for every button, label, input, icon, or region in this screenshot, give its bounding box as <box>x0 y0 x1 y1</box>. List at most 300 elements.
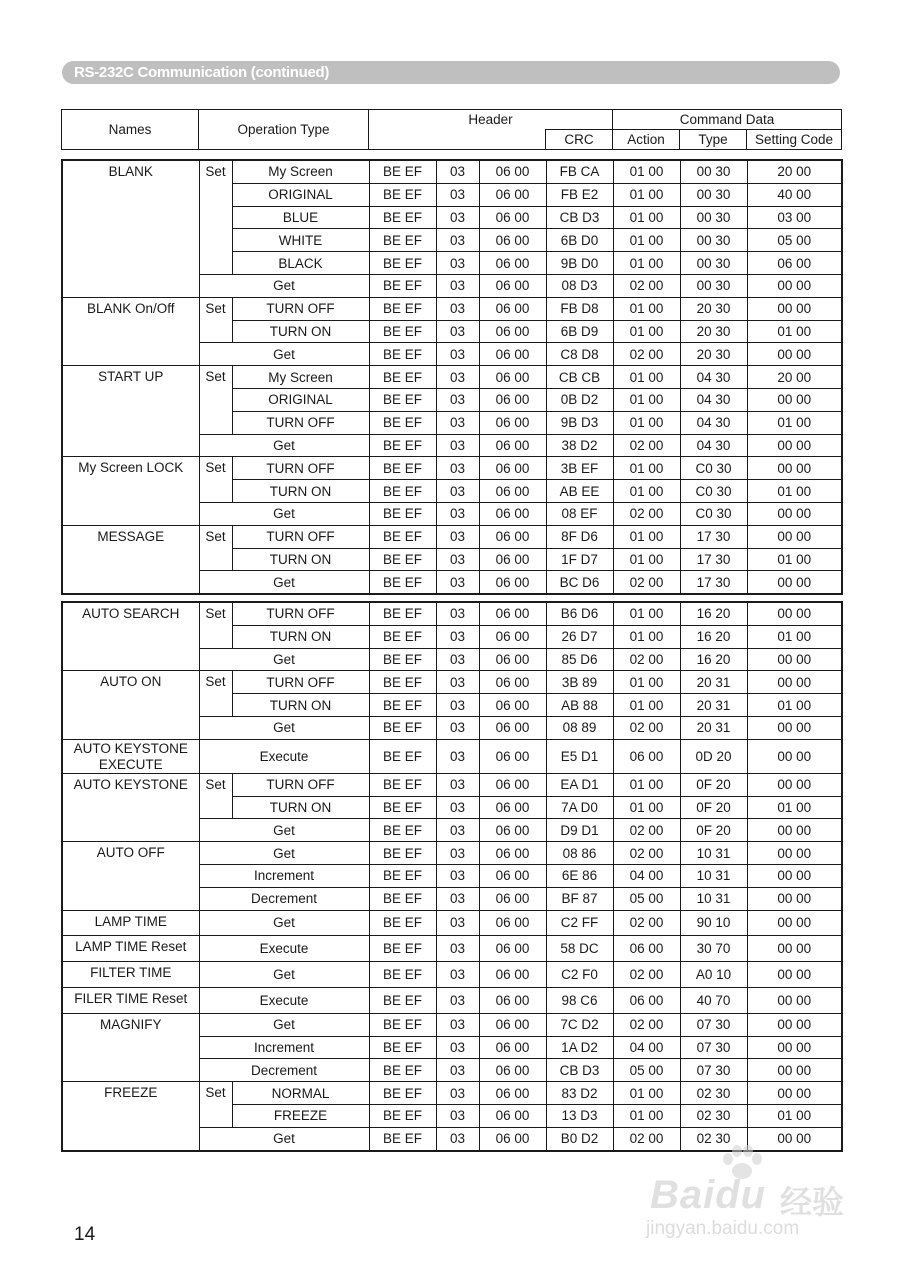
command-name: BLANK On/Off <box>62 297 199 365</box>
operation-label: Decrement <box>199 1059 369 1082</box>
cell-header-size: 03 <box>436 548 479 571</box>
cell-type: 00 30 <box>680 274 747 297</box>
operation-label: TURN ON <box>232 548 369 571</box>
cell-type: 04 30 <box>680 388 747 411</box>
cell-type: 20 30 <box>680 297 747 320</box>
cell-setting-code: 00 00 <box>747 274 842 297</box>
table-row <box>62 1013 842 1036</box>
cell-header-byte: BE EF <box>369 671 436 694</box>
operation-label: Decrement <box>199 887 369 910</box>
cell-action: 02 00 <box>613 819 680 842</box>
cell-header-byte: BE EF <box>369 297 436 320</box>
command-name: AUTO KEYSTONE <box>62 773 199 841</box>
cell-header-length: 06 00 <box>479 739 546 773</box>
cell-action: 01 00 <box>613 671 680 694</box>
cell-header-byte: BE EF <box>369 1127 436 1150</box>
cell-crc: 08 86 <box>546 842 613 865</box>
cell-header-size: 03 <box>436 716 479 739</box>
cell-type: 00 30 <box>680 160 747 183</box>
cell-crc: 3B EF <box>546 457 613 480</box>
cell-type: 30 70 <box>680 936 747 962</box>
cell-crc: 83 D2 <box>546 1082 613 1105</box>
cell-action: 02 00 <box>613 648 680 671</box>
cell-header-length: 06 00 <box>479 796 546 819</box>
cell-header-byte: BE EF <box>369 716 436 739</box>
operation-label: Get <box>199 571 369 594</box>
table-row <box>62 366 842 389</box>
operation-label: TURN ON <box>232 694 369 717</box>
cell-header-length: 06 00 <box>479 819 546 842</box>
table-row <box>62 842 842 865</box>
cell-type: 0F 20 <box>680 796 747 819</box>
cell-header-byte: BE EF <box>369 411 436 434</box>
cell-header-length: 06 00 <box>479 229 546 252</box>
cell-header-size: 03 <box>436 343 479 366</box>
cell-type: 16 20 <box>680 648 747 671</box>
table-row <box>62 910 842 936</box>
cell-type: 00 30 <box>680 183 747 206</box>
cell-header-byte: BE EF <box>369 987 436 1013</box>
header-names: Names <box>62 110 199 150</box>
cell-type: 17 30 <box>680 571 747 594</box>
table-row <box>62 962 842 988</box>
cell-header-byte: BE EF <box>369 936 436 962</box>
cell-header-length: 06 00 <box>479 388 546 411</box>
cell-crc: 26 D7 <box>546 625 613 648</box>
table-row <box>62 987 842 1013</box>
cell-header-size: 03 <box>436 819 479 842</box>
cell-setting-code: 00 00 <box>747 1127 842 1150</box>
cell-type: 20 30 <box>680 343 747 366</box>
cell-crc: FB D8 <box>546 297 613 320</box>
cell-action: 01 00 <box>613 411 680 434</box>
cell-action: 02 00 <box>613 842 680 865</box>
cell-action: 01 00 <box>613 366 680 389</box>
cell-header-size: 03 <box>436 183 479 206</box>
cell-crc: 08 89 <box>546 716 613 739</box>
cell-header-byte: BE EF <box>369 625 436 648</box>
cell-header-length: 06 00 <box>479 887 546 910</box>
cell-header-size: 03 <box>436 388 479 411</box>
table-row <box>62 297 842 320</box>
cell-header-size: 03 <box>436 160 479 183</box>
operation-label: BLUE <box>232 206 369 229</box>
operation-label: TURN OFF <box>232 297 369 320</box>
cell-header-byte: BE EF <box>369 252 436 275</box>
cell-action: 01 00 <box>613 625 680 648</box>
cell-crc: 9B D0 <box>546 252 613 275</box>
watermark-cn: 经验 <box>780 1184 845 1220</box>
cell-type: C0 30 <box>680 480 747 503</box>
cell-crc: BC D6 <box>546 571 613 594</box>
operation-label: Get <box>199 502 369 525</box>
cell-type: 20 30 <box>680 320 747 343</box>
cell-action: 01 00 <box>613 297 680 320</box>
cell-header-byte: BE EF <box>369 343 436 366</box>
cell-header-size: 03 <box>436 1036 479 1059</box>
cell-crc: 7C D2 <box>546 1013 613 1036</box>
operation-label: WHITE <box>232 229 369 252</box>
cell-header-size: 03 <box>436 910 479 936</box>
cell-setting-code: 00 00 <box>747 962 842 988</box>
operation-label: TURN OFF <box>232 671 369 694</box>
cell-header-size: 03 <box>436 480 479 503</box>
command-table-group-2 <box>61 601 843 1152</box>
cell-header-size: 03 <box>436 434 479 457</box>
cell-header-size: 03 <box>436 571 479 594</box>
cell-header-length: 06 00 <box>479 864 546 887</box>
operation-label: My Screen <box>232 160 369 183</box>
set-label: Set <box>199 297 232 343</box>
cell-header-byte: BE EF <box>369 796 436 819</box>
cell-header-size: 03 <box>436 411 479 434</box>
command-name: FILTER TIME <box>62 962 199 988</box>
cell-crc: 85 D6 <box>546 648 613 671</box>
cell-action: 01 00 <box>613 229 680 252</box>
cell-type: 0D 20 <box>680 739 747 773</box>
command-name: LAMP TIME Reset <box>62 936 199 962</box>
cell-header-length: 06 00 <box>479 694 546 717</box>
cell-crc: B0 D2 <box>546 1127 613 1150</box>
cell-crc: C2 FF <box>546 910 613 936</box>
cell-action: 02 00 <box>613 962 680 988</box>
cell-setting-code: 20 00 <box>747 160 842 183</box>
cell-header-length: 06 00 <box>479 1036 546 1059</box>
cell-action: 01 00 <box>613 525 680 548</box>
cell-header-length: 06 00 <box>479 1127 546 1150</box>
operation-label: Get <box>199 274 369 297</box>
cell-crc: 38 D2 <box>546 434 613 457</box>
cell-crc: 08 D3 <box>546 274 613 297</box>
operation-label: Get <box>199 819 369 842</box>
cell-header-size: 03 <box>436 274 479 297</box>
cell-header-size: 03 <box>436 796 479 819</box>
operation-label: Execute <box>199 936 369 962</box>
operation-label: Get <box>199 910 369 936</box>
cell-type: 10 31 <box>680 864 747 887</box>
cell-header-byte: BE EF <box>369 819 436 842</box>
cell-setting-code: 00 00 <box>747 457 842 480</box>
cell-setting-code: 00 00 <box>747 773 842 796</box>
cell-action: 02 00 <box>613 716 680 739</box>
cell-header-length: 06 00 <box>479 297 546 320</box>
cell-setting-code: 01 00 <box>747 480 842 503</box>
cell-header-length: 06 00 <box>479 434 546 457</box>
operation-label: Execute <box>199 987 369 1013</box>
cell-header-size: 03 <box>436 602 479 625</box>
cell-header-size: 03 <box>436 739 479 773</box>
cell-header-size: 03 <box>436 252 479 275</box>
cell-type: 07 30 <box>680 1036 747 1059</box>
cell-header-length: 06 00 <box>479 320 546 343</box>
cell-setting-code: 40 00 <box>747 183 842 206</box>
cell-action: 01 00 <box>613 602 680 625</box>
operation-label: TURN ON <box>232 480 369 503</box>
cell-header-byte: BE EF <box>369 206 436 229</box>
command-name: MESSAGE <box>62 525 199 594</box>
cell-crc: D9 D1 <box>546 819 613 842</box>
cell-setting-code: 01 00 <box>747 796 842 819</box>
cell-setting-code: 00 00 <box>747 842 842 865</box>
cell-crc: 6B D0 <box>546 229 613 252</box>
cell-setting-code: 01 00 <box>747 548 842 571</box>
table-row <box>62 671 842 694</box>
cell-action: 01 00 <box>613 548 680 571</box>
cell-header-size: 03 <box>436 297 479 320</box>
cell-action: 02 00 <box>613 343 680 366</box>
cell-header-size: 03 <box>436 525 479 548</box>
cell-crc: 0B D2 <box>546 388 613 411</box>
cell-header-length: 06 00 <box>479 910 546 936</box>
cell-header-length: 06 00 <box>479 160 546 183</box>
cell-crc: 3B 89 <box>546 671 613 694</box>
header-header: Header <box>369 110 613 130</box>
cell-type: 20 31 <box>680 694 747 717</box>
operation-label: NORMAL <box>232 1082 369 1105</box>
cell-header-length: 06 00 <box>479 457 546 480</box>
cell-type: 20 31 <box>680 671 747 694</box>
cell-crc: 1F D7 <box>546 548 613 571</box>
cell-header-byte: BE EF <box>369 457 436 480</box>
cell-setting-code: 00 00 <box>747 502 842 525</box>
cell-header-size: 03 <box>436 936 479 962</box>
operation-label: Get <box>199 434 369 457</box>
cell-action: 06 00 <box>613 739 680 773</box>
cell-setting-code: 00 00 <box>747 434 842 457</box>
cell-action: 01 00 <box>613 773 680 796</box>
cell-header-length: 06 00 <box>479 274 546 297</box>
command-name: FREEZE <box>62 1082 199 1151</box>
operation-label: Get <box>199 648 369 671</box>
cell-header-size: 03 <box>436 366 479 389</box>
command-name: AUTO ON <box>62 671 199 739</box>
cell-header-byte: BE EF <box>369 183 436 206</box>
cell-action: 04 00 <box>613 1036 680 1059</box>
command-table-group-1 <box>61 159 843 595</box>
cell-crc: 7A D0 <box>546 796 613 819</box>
cell-setting-code: 00 00 <box>747 297 842 320</box>
cell-header-byte: BE EF <box>369 525 436 548</box>
cell-header-byte: BE EF <box>369 548 436 571</box>
set-label: Set <box>199 366 232 434</box>
cell-type: 10 31 <box>680 842 747 865</box>
cell-header-byte: BE EF <box>369 320 436 343</box>
cell-header-byte: BE EF <box>369 962 436 988</box>
cell-header-size: 03 <box>436 987 479 1013</box>
cell-type: 02 30 <box>680 1082 747 1105</box>
cell-action: 01 00 <box>613 388 680 411</box>
baidu-watermark <box>640 1145 852 1245</box>
cell-header-length: 06 00 <box>479 502 546 525</box>
cell-type: 07 30 <box>680 1059 747 1082</box>
cell-type: 16 20 <box>680 625 747 648</box>
header-setting-code: Setting Code <box>747 130 842 150</box>
cell-type: C0 30 <box>680 502 747 525</box>
watermark-url: jingyan.baidu.com <box>646 1218 800 1239</box>
cell-crc: 6B D9 <box>546 320 613 343</box>
cell-setting-code: 00 00 <box>747 936 842 962</box>
table-row <box>62 773 842 796</box>
operation-label: Get <box>199 962 369 988</box>
cell-action: 02 00 <box>613 274 680 297</box>
cell-crc: AB EE <box>546 480 613 503</box>
set-label: Set <box>199 160 232 274</box>
cell-header-length: 06 00 <box>479 571 546 594</box>
cell-header-size: 03 <box>436 842 479 865</box>
set-label: Set <box>199 457 232 503</box>
cell-header-length: 06 00 <box>479 411 546 434</box>
cell-setting-code: 05 00 <box>747 229 842 252</box>
cell-crc: EA D1 <box>546 773 613 796</box>
cell-header-length: 06 00 <box>479 625 546 648</box>
section-title-bar <box>62 61 840 84</box>
cell-type: 00 30 <box>680 229 747 252</box>
cell-header-length: 06 00 <box>479 343 546 366</box>
operation-label: Get <box>199 1013 369 1036</box>
cell-action: 05 00 <box>613 887 680 910</box>
command-name: AUTO KEYSTONE EXECUTE <box>62 739 199 773</box>
cell-header-byte: BE EF <box>369 739 436 773</box>
operation-label: Execute <box>199 739 369 773</box>
cell-header-length: 06 00 <box>479 548 546 571</box>
cell-crc: CB D3 <box>546 1059 613 1082</box>
command-name: MAGNIFY <box>62 1013 199 1081</box>
cell-header-byte: BE EF <box>369 366 436 389</box>
cell-crc: C8 D8 <box>546 343 613 366</box>
cell-header-size: 03 <box>436 648 479 671</box>
cell-setting-code: 00 00 <box>747 671 842 694</box>
table-row <box>62 739 842 773</box>
cell-setting-code: 00 00 <box>747 739 842 773</box>
cell-type: 17 30 <box>680 548 747 571</box>
set-label: Set <box>199 773 232 819</box>
watermark-logo: Baidu <box>650 1173 767 1217</box>
cell-header-length: 06 00 <box>479 206 546 229</box>
cell-type: 90 10 <box>680 910 747 936</box>
cell-action: 01 00 <box>613 206 680 229</box>
cell-header-byte: BE EF <box>369 773 436 796</box>
cell-crc: 98 C6 <box>546 987 613 1013</box>
cell-header-size: 03 <box>436 1013 479 1036</box>
cell-header-size: 03 <box>436 962 479 988</box>
cell-header-length: 06 00 <box>479 480 546 503</box>
cell-type: 00 30 <box>680 252 747 275</box>
cell-header-size: 03 <box>436 320 479 343</box>
cell-header-length: 06 00 <box>479 602 546 625</box>
cell-header-byte: BE EF <box>369 274 436 297</box>
command-name: AUTO SEARCH <box>62 602 199 671</box>
cell-setting-code: 01 00 <box>747 1104 842 1127</box>
cell-crc: BF 87 <box>546 887 613 910</box>
cell-crc: 9B D3 <box>546 411 613 434</box>
operation-label: Get <box>199 1127 369 1150</box>
cell-setting-code: 00 00 <box>747 343 842 366</box>
cell-action: 06 00 <box>613 987 680 1013</box>
cell-header-length: 06 00 <box>479 252 546 275</box>
cell-header-size: 03 <box>436 671 479 694</box>
table-row <box>62 602 842 625</box>
operation-label: Get <box>199 842 369 865</box>
cell-setting-code: 00 00 <box>747 864 842 887</box>
cell-header-byte: BE EF <box>369 864 436 887</box>
cell-header-byte: BE EF <box>369 480 436 503</box>
cell-header-length: 06 00 <box>479 525 546 548</box>
cell-setting-code: 00 00 <box>747 1059 842 1082</box>
cell-header-byte: BE EF <box>369 1059 436 1082</box>
cell-crc: B6 D6 <box>546 602 613 625</box>
cell-type: 0F 20 <box>680 819 747 842</box>
cell-crc: 08 EF <box>546 502 613 525</box>
cell-header-size: 03 <box>436 206 479 229</box>
cell-crc: FB E2 <box>546 183 613 206</box>
cell-action: 04 00 <box>613 864 680 887</box>
cell-header-length: 06 00 <box>479 1013 546 1036</box>
operation-label: TURN ON <box>232 320 369 343</box>
cell-type: 04 30 <box>680 366 747 389</box>
cell-type: 04 30 <box>680 434 747 457</box>
cell-type: 02 30 <box>680 1104 747 1127</box>
cell-header-size: 03 <box>436 229 479 252</box>
operation-label: My Screen <box>232 366 369 389</box>
operation-label: ORIGINAL <box>232 388 369 411</box>
cell-setting-code: 20 00 <box>747 366 842 389</box>
cell-action: 01 00 <box>613 796 680 819</box>
header-type: Type <box>680 130 747 150</box>
cell-header-size: 03 <box>436 773 479 796</box>
cell-header-length: 06 00 <box>479 936 546 962</box>
cell-type: C0 30 <box>680 457 747 480</box>
cell-crc: C2 F0 <box>546 962 613 988</box>
header-action: Action <box>613 130 680 150</box>
operation-label: ORIGINAL <box>232 183 369 206</box>
cell-header-byte: BE EF <box>369 1013 436 1036</box>
cell-header-size: 03 <box>436 502 479 525</box>
operation-label: TURN OFF <box>232 602 369 625</box>
cell-header-length: 06 00 <box>479 716 546 739</box>
cell-action: 01 00 <box>613 1104 680 1127</box>
table-row <box>62 525 842 548</box>
cell-header-size: 03 <box>436 457 479 480</box>
cell-setting-code: 00 00 <box>747 388 842 411</box>
cell-type: A0 10 <box>680 962 747 988</box>
cell-setting-code: 00 00 <box>747 716 842 739</box>
cell-header-length: 06 00 <box>479 1059 546 1082</box>
cell-header-byte: BE EF <box>369 842 436 865</box>
header-command-data: Command Data <box>613 110 842 130</box>
cell-crc: 13 D3 <box>546 1104 613 1127</box>
cell-header-size: 03 <box>436 694 479 717</box>
cell-crc: CB CB <box>546 366 613 389</box>
cell-header-size: 03 <box>436 864 479 887</box>
cell-crc: CB D3 <box>546 206 613 229</box>
cell-header-byte: BE EF <box>369 887 436 910</box>
set-label: Set <box>199 602 232 648</box>
cell-action: 01 00 <box>613 694 680 717</box>
table-row <box>62 160 842 183</box>
cell-setting-code: 01 00 <box>747 411 842 434</box>
cell-header-byte: BE EF <box>369 434 436 457</box>
set-label: Set <box>199 1082 232 1128</box>
operation-label: Increment <box>199 1036 369 1059</box>
header-operation-type: Operation Type <box>199 110 369 150</box>
cell-type: 16 20 <box>680 602 747 625</box>
cell-type: 00 30 <box>680 206 747 229</box>
table-row <box>62 1082 842 1105</box>
cell-header-size: 03 <box>436 1104 479 1127</box>
cell-action: 01 00 <box>613 160 680 183</box>
operation-label: TURN OFF <box>232 773 369 796</box>
cell-header-length: 06 00 <box>479 842 546 865</box>
